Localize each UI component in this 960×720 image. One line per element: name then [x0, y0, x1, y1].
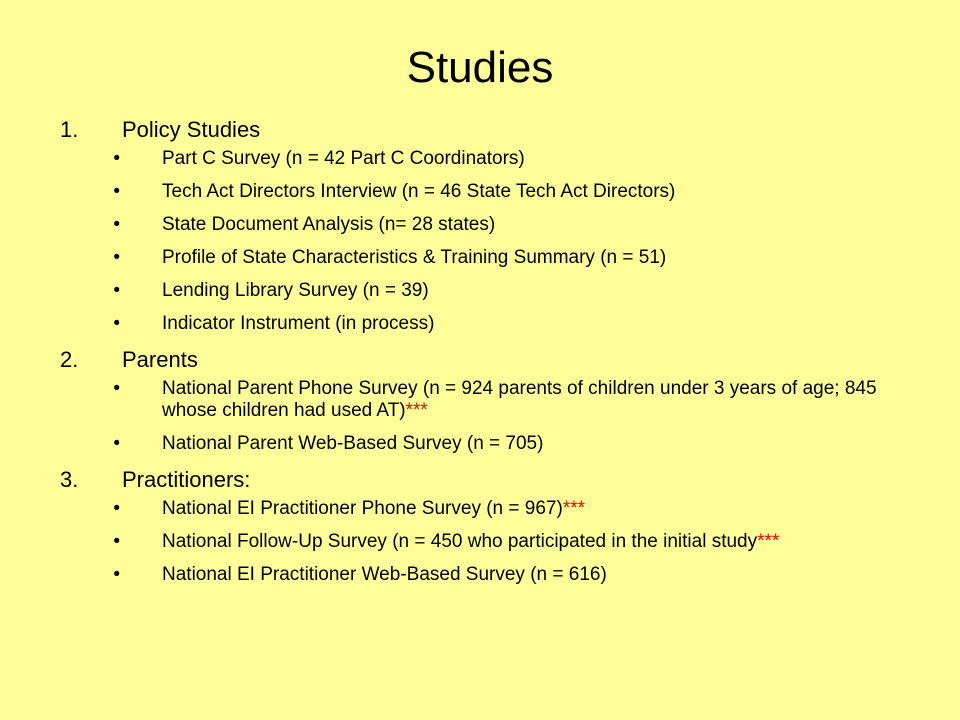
item-list	[60, 378, 920, 455]
item-text: National Parent Phone Survey (n = 924 parents of children under 3 years of age; 845 whose children had used AT)***	[162, 378, 877, 421]
asterisk-marker: ***	[562, 498, 585, 519]
bullet-icon: •	[113, 433, 120, 454]
section-heading	[60, 466, 920, 494]
bullet-icon: •	[113, 280, 120, 301]
item-text: National EI Practitioner Web-Based Survey (n = 616)	[162, 564, 607, 585]
list-item	[60, 181, 920, 203]
list-item	[60, 531, 920, 553]
asterisk-marker: ***	[405, 400, 428, 421]
item-text: Profile of State Characteristics & Training Summary (n = 51)	[162, 247, 667, 268]
section-title: Parents	[122, 347, 198, 372]
bullet-icon: •	[113, 148, 120, 169]
section-number: 2.	[60, 347, 79, 372]
item-text: National Follow-Up Survey (n = 450 who participated in the initial study***	[162, 531, 780, 552]
section-parents	[60, 346, 920, 455]
section-heading	[60, 346, 920, 374]
item-text: Tech Act Directors Interview (n = 46 State Tech Act Directors)	[162, 181, 676, 202]
bullet-icon: •	[113, 498, 120, 519]
item-text: Part C Survey (n = 42 Part C Coordinators)	[162, 148, 525, 169]
section-title: Policy Studies	[122, 117, 261, 142]
item-text: Lending Library Survey (n = 39)	[162, 280, 429, 301]
item-text: National Parent Web-Based Survey (n = 705)	[162, 433, 544, 454]
list-item	[60, 378, 920, 422]
item-list	[60, 148, 920, 335]
list-item	[60, 247, 920, 269]
section-number: 1.	[60, 117, 79, 142]
item-text: National EI Practitioner Phone Survey (n = 967)***	[162, 498, 585, 519]
list-item	[60, 280, 920, 302]
section-practitioners	[60, 466, 920, 586]
bullet-icon: •	[113, 181, 120, 202]
list-item	[60, 313, 920, 335]
bullet-icon: •	[113, 564, 120, 585]
section-heading	[60, 116, 920, 144]
bullet-icon: •	[113, 313, 120, 334]
asterisk-marker: ***	[757, 531, 780, 552]
section-policy-studies	[60, 116, 920, 335]
item-list	[60, 498, 920, 586]
bullet-icon: •	[113, 214, 120, 235]
section-number: 3.	[60, 467, 79, 492]
list-item	[60, 498, 920, 520]
list-item	[60, 433, 920, 455]
item-text: Indicator Instrument (in process)	[162, 313, 435, 334]
list-item	[60, 564, 920, 586]
section-list	[60, 112, 920, 597]
slide-title: Studies	[406, 43, 554, 92]
bullet-icon: •	[113, 247, 120, 268]
bullet-icon: •	[113, 378, 120, 399]
list-item	[60, 214, 920, 236]
section-title: Practitioners:	[122, 467, 251, 492]
bullet-icon: •	[113, 531, 120, 552]
item-text: State Document Analysis (n= 28 states)	[162, 214, 496, 235]
list-item	[60, 148, 920, 170]
